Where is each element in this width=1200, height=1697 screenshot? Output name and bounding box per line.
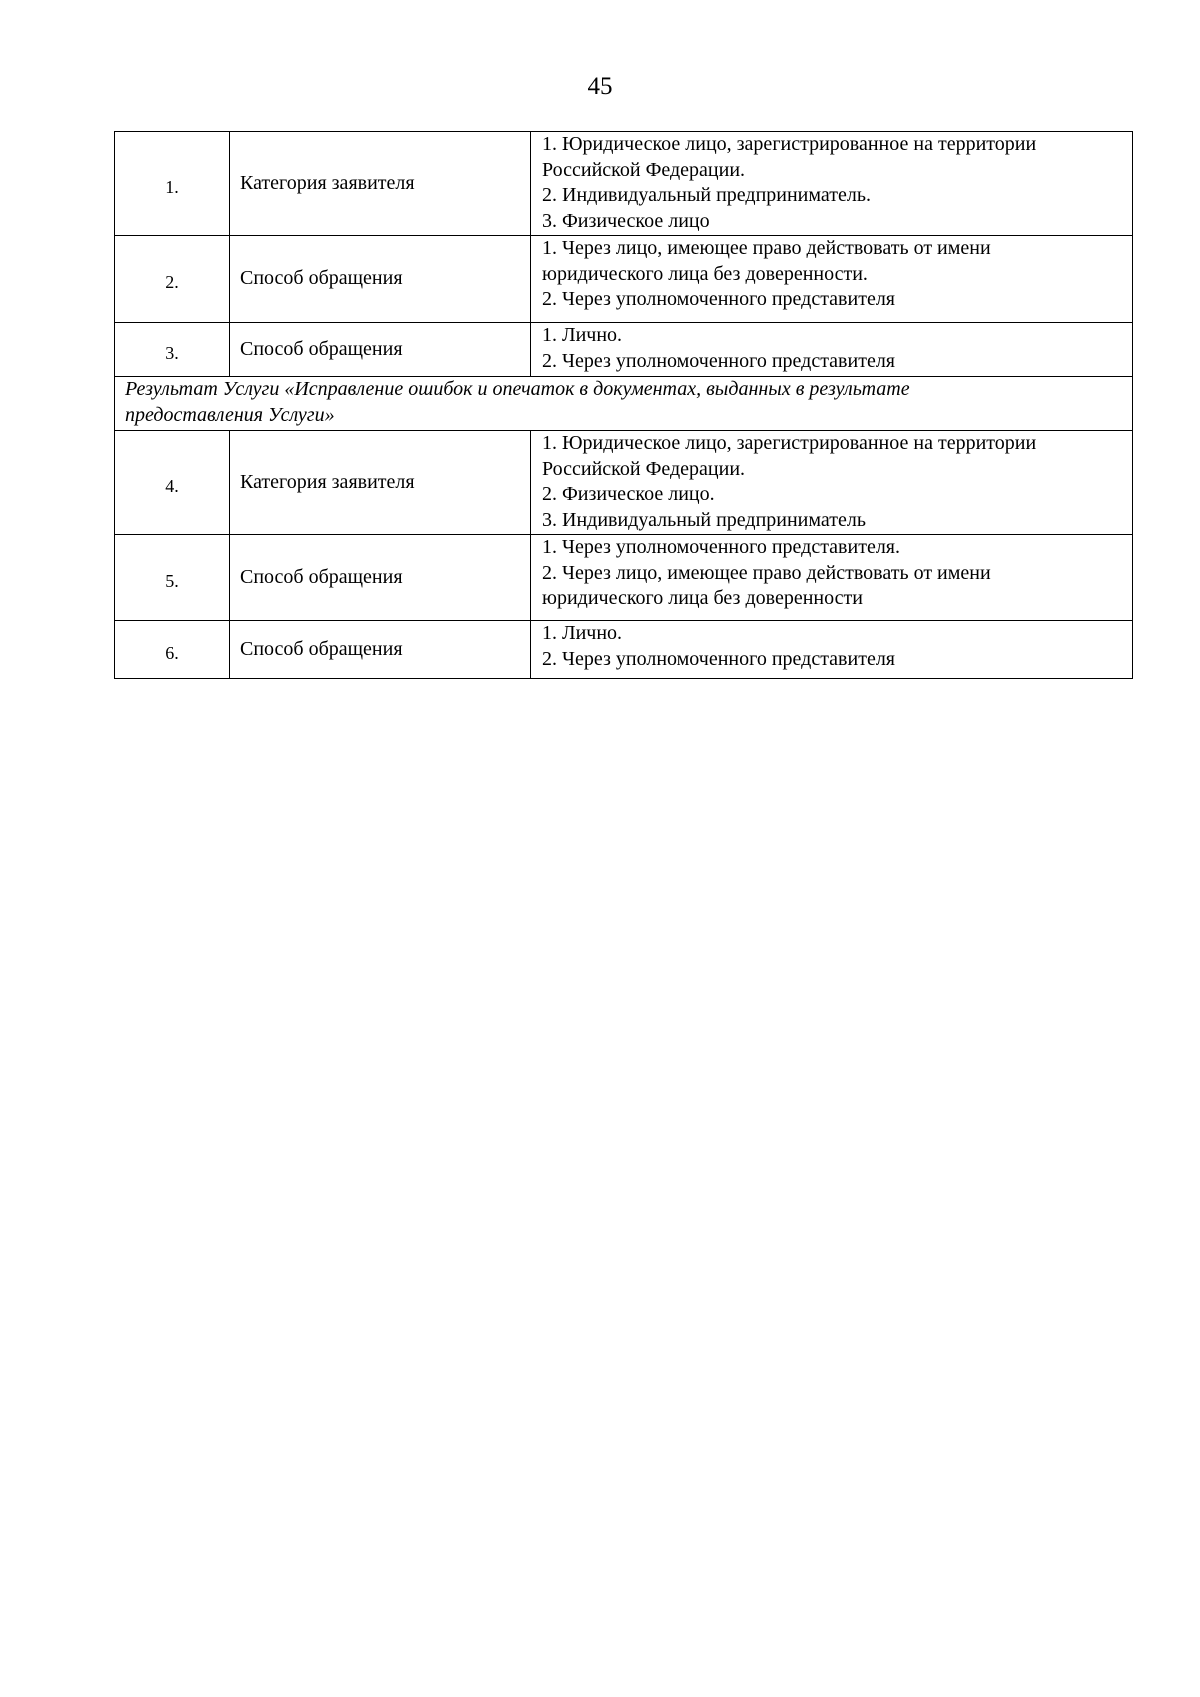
criterion-values	[531, 132, 1133, 236]
row-number: 4.	[115, 431, 230, 535]
value-line: 2. Через лицо, имеющее право действовать от имени	[542, 561, 991, 584]
criterion-values	[531, 323, 1133, 377]
table-row	[115, 621, 1133, 679]
value-line: Российской Федерации.	[542, 457, 746, 480]
value-line: Российской Федерации.	[542, 158, 746, 181]
value-line: юридического лица без доверенности.	[542, 262, 868, 285]
criterion-values	[531, 236, 1133, 323]
row-number: 6.	[115, 621, 230, 679]
row-number: 3.	[115, 323, 230, 377]
value-line: 2. Физическое лицо.	[542, 483, 715, 505]
value-line: 1. Через уполномоченного представителя.	[542, 536, 900, 558]
row-number: 1.	[115, 132, 230, 236]
table-row	[115, 236, 1133, 323]
criterion-name: Способ обращения	[230, 236, 531, 323]
table-row	[115, 535, 1133, 621]
section-header-line: предоставления Услуги»	[125, 403, 335, 426]
value-line: 2. Через уполномоченного представителя	[542, 349, 895, 372]
page-number: 45	[587, 73, 613, 100]
value-line: 3. Физическое лицо	[542, 209, 710, 232]
value-line: 1. Юридическое лицо, зарегистрированное на территории	[542, 133, 1037, 155]
row-number: 5.	[115, 535, 230, 621]
criterion-values	[531, 621, 1133, 679]
value-line: 3. Индивидуальный предприниматель	[542, 508, 866, 531]
table-row	[115, 431, 1133, 535]
value-line: 1. Юридическое лицо, зарегистрированное на территории	[542, 432, 1037, 454]
section-header	[115, 377, 1133, 431]
applicant-variants-table	[114, 131, 1133, 679]
table-row	[115, 323, 1133, 377]
section-header-row	[115, 377, 1133, 431]
criterion-values	[531, 431, 1133, 535]
table-row	[115, 132, 1133, 236]
value-line: 2. Индивидуальный предприниматель.	[542, 184, 871, 206]
section-header-line: Результат Услуги «Исправление ошибок и опечаток в документах, выданных в результате	[125, 378, 910, 400]
criterion-name: Способ обращения	[230, 535, 531, 621]
criterion-name: Способ обращения	[230, 621, 531, 679]
criterion-values	[531, 535, 1133, 621]
criterion-name: Категория заявителя	[230, 431, 531, 535]
value-line: юридического лица без доверенности	[542, 587, 863, 609]
criterion-name: Способ обращения	[230, 323, 531, 377]
criterion-name: Категория заявителя	[230, 132, 531, 236]
value-line: 1. Лично.	[542, 324, 623, 346]
row-number: 2.	[115, 236, 230, 323]
value-line: 2. Через уполномоченного представителя	[542, 288, 895, 310]
value-line: 2. Через уполномоченного представителя	[542, 647, 895, 670]
value-line: 1. Лично.	[542, 622, 623, 644]
value-line: 1. Через лицо, имеющее право действовать от имени	[542, 237, 991, 259]
